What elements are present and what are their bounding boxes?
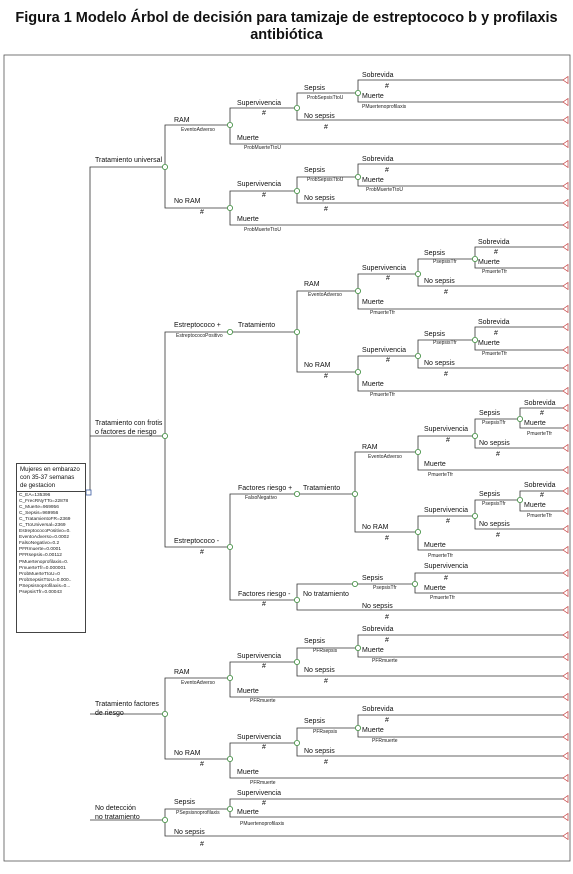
asterisk: # [540, 492, 544, 499]
label-muerte: Muerte [362, 647, 384, 654]
root-node-title [17, 464, 85, 491]
label-no-ram: No RAM [174, 198, 201, 205]
label-estreptococo-positivo: EstreptococoPositivo [176, 333, 223, 339]
label-supervivencia: Supervivencia [362, 347, 406, 354]
label-no-sepsis: No sepsis [304, 667, 335, 674]
label-muerte: Muerte [424, 585, 446, 592]
label-muerte: Muerte [478, 259, 500, 266]
asterisk: # [324, 373, 328, 380]
asterisk: # [200, 549, 204, 556]
root-var: PFRmuerte=0.0001 [19, 547, 61, 553]
label-prob-muerte-ttou: ProbMuerteTtoU [244, 227, 281, 233]
label-no-sepsis: No sepsis [304, 195, 335, 202]
label-pmuerte-tfr: PmuerteTfr [527, 513, 553, 519]
label-no-ram: No RAM [304, 362, 331, 369]
label-ram: RAM [174, 669, 190, 676]
label-estreptococo-pos: Estreptococo + [174, 322, 221, 329]
root-var: PSepsisnoprofilaxis=0... [19, 583, 71, 589]
label-ram: RAM [362, 444, 378, 451]
root-var: ProbSepsisTtoU=0.000.. [19, 577, 72, 583]
asterisk: # [200, 761, 204, 768]
asterisk: # [324, 124, 328, 131]
root-var: C_Muerte=969956 [19, 505, 59, 511]
root-node-box [16, 463, 86, 633]
root-var: C_TratamientoFR=2369 [19, 517, 71, 523]
asterisk: # [262, 110, 266, 117]
tree-lines [88, 80, 565, 836]
label-sobrevida: Sobrevida [362, 626, 394, 633]
label-pmuerte-tfr: PmuerteTfr [482, 269, 508, 275]
label-estreptococo-neg: Estreptococo - [174, 538, 220, 545]
label-pmuerte-tfr: PmuerteTfr [482, 351, 508, 357]
asterisk: # [262, 192, 266, 199]
label-supervivencia: Supervivencia [237, 181, 281, 188]
root-var: FalsoNegativo=0.2 [19, 541, 60, 547]
label-pmuerte-tfr: PmuerteTfr [527, 431, 553, 437]
label-no-sepsis: No sepsis [304, 748, 335, 755]
title-line-2: antibiótica [250, 27, 323, 43]
root-title-line-1: Mujeres en embarazo [20, 466, 80, 473]
asterisk: # [385, 637, 389, 644]
root-var: C_TtoUniversal=2369 [19, 523, 66, 529]
label-tratamiento-factores-1: Tratamiento factores [95, 701, 159, 708]
label-supervivencia: Supervivencia [237, 790, 281, 797]
label-pmuerte-tfr: PmuerteTfr [428, 553, 454, 559]
label-sepsis: Sepsis [304, 85, 326, 92]
asterisk: # [324, 759, 328, 766]
label-muerte: Muerte [362, 727, 384, 734]
root-var: PmuerteTfr=0.000001 [19, 565, 66, 571]
label-pmuerte-noprofilaxis: PMuertenoprofilaxis [362, 104, 407, 110]
asterisk: # [262, 800, 266, 807]
label-pfr-sepsis: PFRsepsis [313, 729, 338, 735]
label-muerte: Muerte [424, 461, 446, 468]
label-muerte: Muerte [362, 93, 384, 100]
root-var: PMuertenoprofilaxis=0. [19, 559, 69, 565]
asterisk: # [385, 535, 389, 542]
label-no-ram: No RAM [362, 524, 389, 531]
asterisk: # [324, 678, 328, 685]
label-sobrevida: Sobrevida [524, 400, 556, 407]
label-ram: RAM [304, 281, 320, 288]
label-tratamiento-factores-2: de riesgo [95, 710, 124, 717]
label-psepsis-tfr: PsepsisTfr [482, 420, 506, 426]
label-sepsis: Sepsis [304, 638, 326, 645]
label-evento-adverso: EventoAdverso [308, 292, 342, 298]
label-prob-sepsis-ttou: ProbSepsisTtoU [307, 177, 344, 183]
label-tratamiento-frotis-2: o factores de riesgo [95, 429, 157, 436]
root-var: EstreptococoPositivo=0. [19, 529, 71, 535]
label-evento-adverso: EventoAdverso [181, 127, 215, 133]
title-line-1: Figura 1 Modelo Árbol de decisión para tamizaje de estreptococo b y profilaxis [15, 10, 558, 26]
asterisk: # [385, 614, 389, 621]
label-muerte: Muerte [237, 688, 259, 695]
asterisk: # [262, 601, 266, 608]
label-no-sepsis: No sepsis [424, 360, 455, 367]
label-sepsis: Sepsis [174, 799, 196, 806]
label-tratamiento-frotis-1: Tratamiento con frotis [95, 420, 163, 427]
label-pmuerte-tfr: PmuerteTfr [430, 595, 456, 601]
label-sobrevida: Sobrevida [362, 706, 394, 713]
label-supervivencia: Supervivencia [237, 100, 281, 107]
asterisk: # [200, 209, 204, 216]
root-title-line-3: de gestacion [20, 482, 56, 489]
label-tratamiento: Tratamiento [238, 322, 276, 329]
label-psepsis-tfr: PsepsisTfr [433, 259, 457, 265]
label-muerte: Muerte [424, 542, 446, 549]
label-sepsis: Sepsis [424, 250, 446, 257]
asterisk: # [262, 663, 266, 670]
root-var: C_EA=135396 [19, 493, 51, 498]
asterisk: # [446, 518, 450, 525]
label-sobrevida: Sobrevida [524, 482, 556, 489]
root-var: ProbMuerteTtoU=0 [19, 571, 60, 577]
label-pfr-muerte: PFRmuerte [372, 738, 398, 744]
label-muerte: Muerte [237, 769, 259, 776]
label-pfr-muerte: PFRmuerte [250, 780, 276, 786]
root-var: PsepsisTfr=0.00043 [19, 589, 62, 595]
label-no-deteccion-2: no tratamiento [95, 814, 140, 821]
asterisk: # [444, 575, 448, 582]
label-pfr-muerte: PFRmuerte [372, 658, 398, 664]
label-supervivencia: Supervivencia [424, 563, 468, 570]
root-var: EventoAdverso=0.0002 [19, 535, 70, 541]
label-muerte: Muerte [237, 809, 259, 816]
label-muerte: Muerte [362, 177, 384, 184]
frame-border [4, 55, 570, 861]
label-muerte: Muerte [362, 381, 384, 388]
label-sepsis: Sepsis [479, 491, 501, 498]
label-pmuerte-tfr: PmuerteTfr [428, 472, 454, 478]
root-var: C_Sepsis=969956 [19, 511, 59, 517]
asterisk: # [385, 167, 389, 174]
label-no-sepsis: No sepsis [424, 278, 455, 285]
label-muerte: Muerte [237, 216, 259, 223]
label-prob-muerte-ttou: ProbMuerteTtoU [366, 187, 403, 193]
label-sobrevida: Sobrevida [362, 72, 394, 79]
label-sobrevida: Sobrevida [478, 239, 510, 246]
label-pfr-muerte: PFRmuerte [250, 698, 276, 704]
label-muerte: Muerte [237, 135, 259, 142]
label-factores-neg: Factores riesgo - [238, 591, 291, 598]
label-prob-sepsis-ttou: ProbSepsisTtoU [307, 95, 344, 101]
label-no-sepsis: No sepsis [479, 440, 510, 447]
label-no-sepsis: No sepsis [479, 521, 510, 528]
label-psepsis-tfr: PsepsisTfr [482, 501, 506, 507]
label-tratamiento-universal: Tratamiento universal [95, 157, 163, 164]
root-decision-node [86, 490, 91, 495]
label-factores-pos: Factores riesgo + [238, 485, 293, 492]
asterisk: # [494, 249, 498, 256]
asterisk: # [386, 275, 390, 282]
asterisk: # [386, 357, 390, 364]
asterisk: # [262, 744, 266, 751]
label-no-tratamiento: No tratamiento [303, 591, 349, 598]
asterisk: # [200, 841, 204, 848]
asterisk: # [496, 451, 500, 458]
label-no-sepsis: No sepsis [362, 603, 393, 610]
asterisk: # [446, 437, 450, 444]
label-supervivencia: Supervivencia [424, 426, 468, 433]
label-falso-negativo: FalsoNegativo [245, 495, 277, 501]
root-variables [17, 492, 85, 597]
asterisk: # [385, 717, 389, 724]
label-tratamiento: Tratamiento [303, 485, 341, 492]
label-pmuerte-tfr: PmuerteTfr [370, 392, 396, 398]
label-sepsis: Sepsis [479, 410, 501, 417]
label-sepsis: Sepsis [362, 575, 384, 582]
root-title-line-2: con 35-37 semanas [20, 474, 75, 481]
root-var: C_FrecRNyTTo=22878 [19, 499, 69, 505]
root-var: PFRsepsis=0.00112 [19, 553, 62, 559]
label-supervivencia: Supervivencia [362, 265, 406, 272]
label-evento-adverso: EventoAdverso [181, 680, 215, 686]
asterisk: # [496, 532, 500, 539]
label-muerte: Muerte [478, 340, 500, 347]
label-no-sepsis: No sepsis [174, 829, 205, 836]
asterisk: # [540, 410, 544, 417]
label-psepsis-tfr: PsepsisTfr [373, 585, 397, 591]
label-muerte: Muerte [362, 299, 384, 306]
label-sepsis: Sepsis [424, 331, 446, 338]
label-sepsis: Sepsis [304, 718, 326, 725]
label-evento-adverso: EventoAdverso [368, 454, 402, 460]
asterisk: # [444, 371, 448, 378]
chance-nodes [162, 90, 522, 822]
label-no-sepsis: No sepsis [304, 113, 335, 120]
label-muerte: Muerte [524, 502, 546, 509]
terminal-nodes [563, 77, 568, 840]
asterisk: # [385, 83, 389, 90]
asterisk: # [494, 330, 498, 337]
label-muerte: Muerte [524, 420, 546, 427]
label-no-deteccion-1: No detección [95, 805, 136, 812]
label-pmuerte-tfr: PmuerteTfr [370, 310, 396, 316]
label-supervivencia: Supervivencia [237, 734, 281, 741]
label-sepsis: Sepsis [304, 167, 326, 174]
label-prob-muerte-ttou: ProbMuerteTtoU [244, 145, 281, 151]
label-pfr-sepsis: PFRsepsis [313, 648, 338, 654]
label-no-ram: No RAM [174, 750, 201, 757]
label-supervivencia: Supervivencia [424, 507, 468, 514]
label-psepsis-tfr: PsepsisTfr [433, 340, 457, 346]
asterisk: # [444, 289, 448, 296]
label-supervivencia: Supervivencia [237, 653, 281, 660]
label-sobrevida: Sobrevida [478, 319, 510, 326]
label-ram: RAM [174, 117, 190, 124]
asterisk: # [324, 206, 328, 213]
label-psepsis-noprofilaxis: PSepsisnoprofilaxis [176, 810, 220, 816]
label-pmuerte-noprofilaxis: PMuertenoprofilaxis [240, 821, 285, 827]
label-sobrevida: Sobrevida [362, 156, 394, 163]
